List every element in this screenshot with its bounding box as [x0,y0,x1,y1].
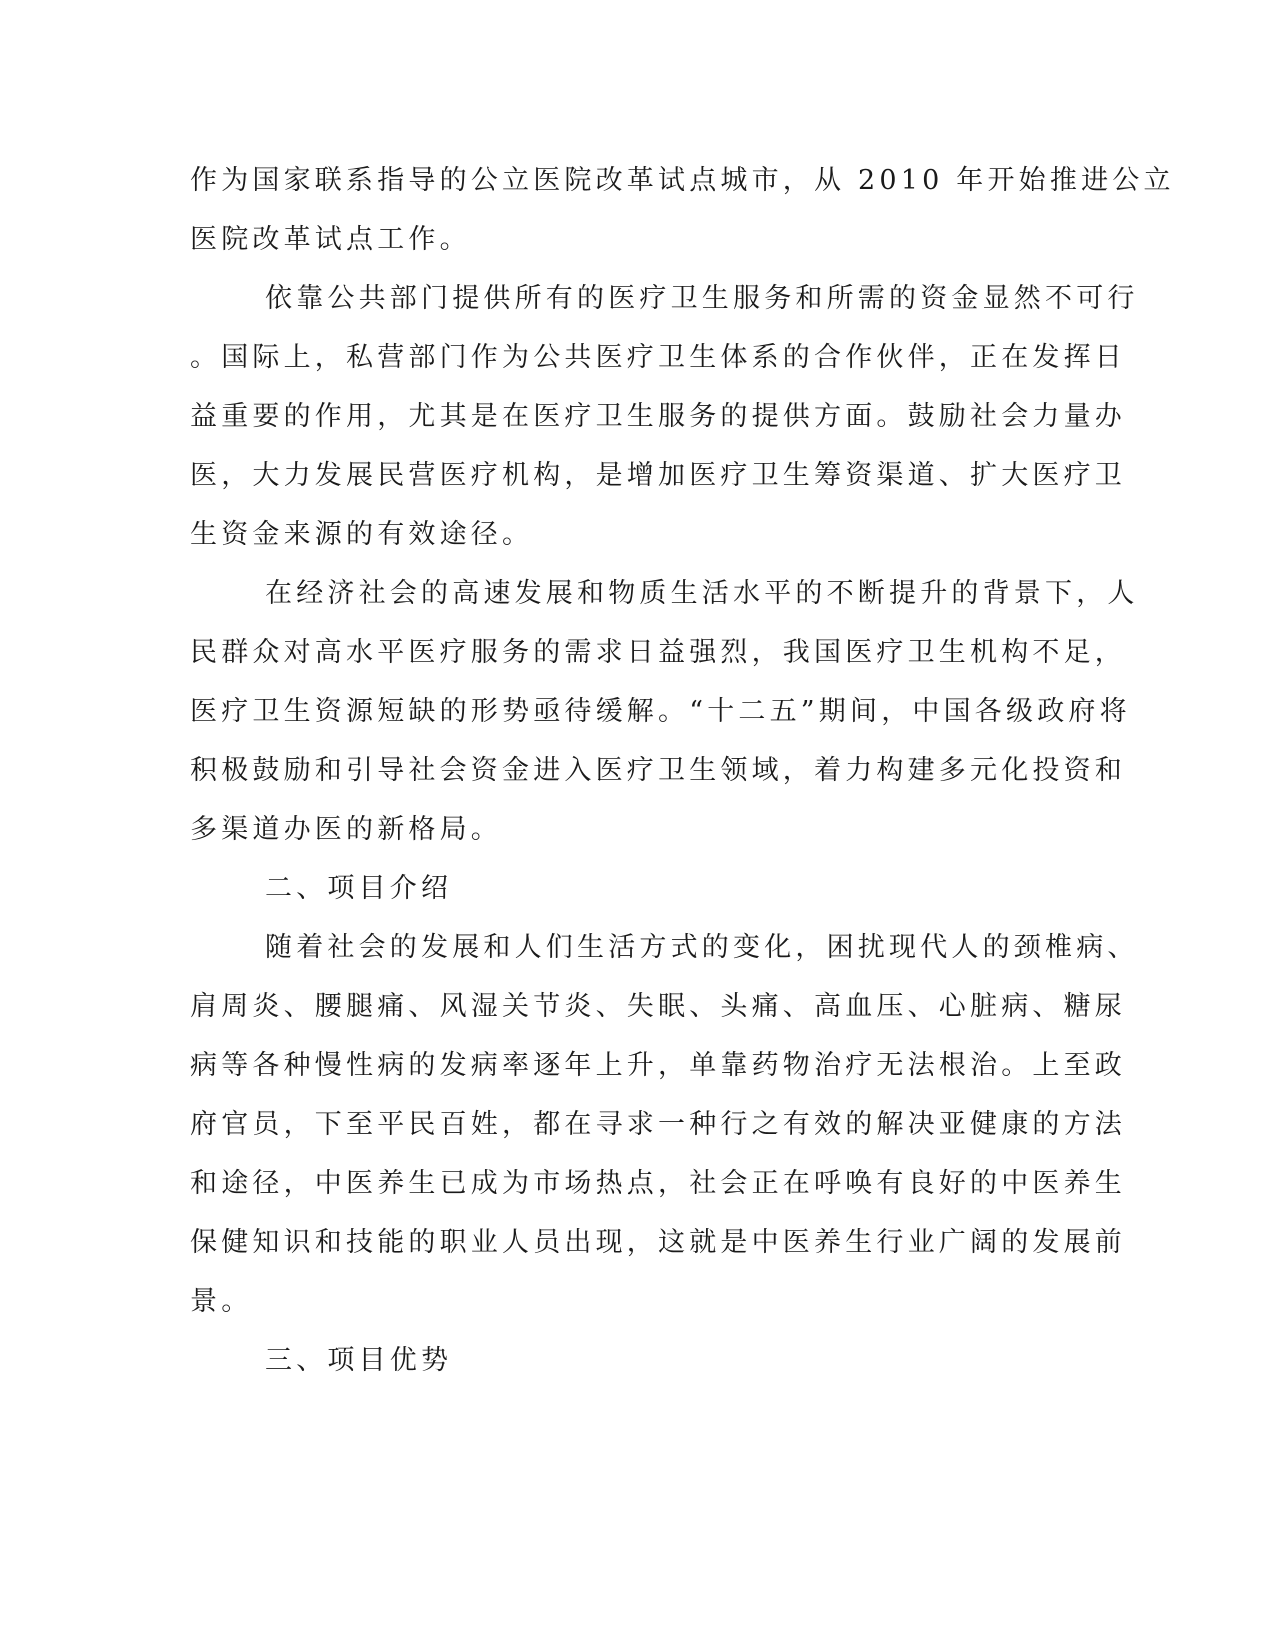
paragraph-line: 生资金来源的有效途径。 [190,519,534,550]
paragraph-line: 和途径，中医养生已成为市场热点，社会正在呼唤有良好的中医养生 [190,1168,1126,1199]
paragraph-line: 依靠公共部门提供所有的医疗卫生服务和所需的资金显然不可行 [265,283,1139,314]
paragraph-line: 府官员，下至平民百姓，都在寻求一种行之有效的解决亚健康的方法 [190,1109,1126,1140]
paragraph-line: 肩周炎、腰腿痛、风湿关节炎、失眠、头痛、高血压、心脏病、糖尿 [190,991,1126,1022]
paragraph-line: 作为国家联系指导的公立医院改革试点城市，从 2010 年开始推进公立 [190,165,1175,196]
paragraph-line: 。国际上，私营部门作为公共医疗卫生体系的合作伙伴，正在发挥日 [190,342,1126,373]
paragraph-line: 民群众对高水平医疗服务的需求日益强烈，我国医疗卫生机构不足， [190,637,1126,668]
paragraph-line: 益重要的作用，尤其是在医疗卫生服务的提供方面。鼓励社会力量办 [190,401,1126,432]
paragraph-line: 在经济社会的高速发展和物质生活水平的不断提升的背景下，人 [265,578,1139,609]
paragraph-line: 医，大力发展民营医疗机构，是增加医疗卫生筹资渠道、扩大医疗卫 [190,460,1126,491]
section-heading: 三、项目优势 [265,1345,453,1376]
paragraph-line: 病等各种慢性病的发病率逐年上升，单靠药物治疗无法根治。上至政 [190,1050,1126,1081]
paragraph-line: 景。 [190,1286,253,1317]
paragraph-line: 保健知识和技能的职业人员出现，这就是中医养生行业广阔的发展前 [190,1227,1126,1258]
paragraph-line: 多渠道办医的新格局。 [190,814,502,845]
paragraph-line: 积极鼓励和引导社会资金进入医疗卫生领域，着力构建多元化投资和 [190,755,1126,786]
paragraph-line: 医疗卫生资源短缺的形势亟待缓解。“十二五”期间，中国各级政府将 [190,696,1131,727]
paragraph-line: 医院改革试点工作。 [190,224,471,255]
paragraph-line: 随着社会的发展和人们生活方式的变化，困扰现代人的颈椎病、 [265,932,1139,963]
section-heading: 二、项目介绍 [265,873,453,904]
